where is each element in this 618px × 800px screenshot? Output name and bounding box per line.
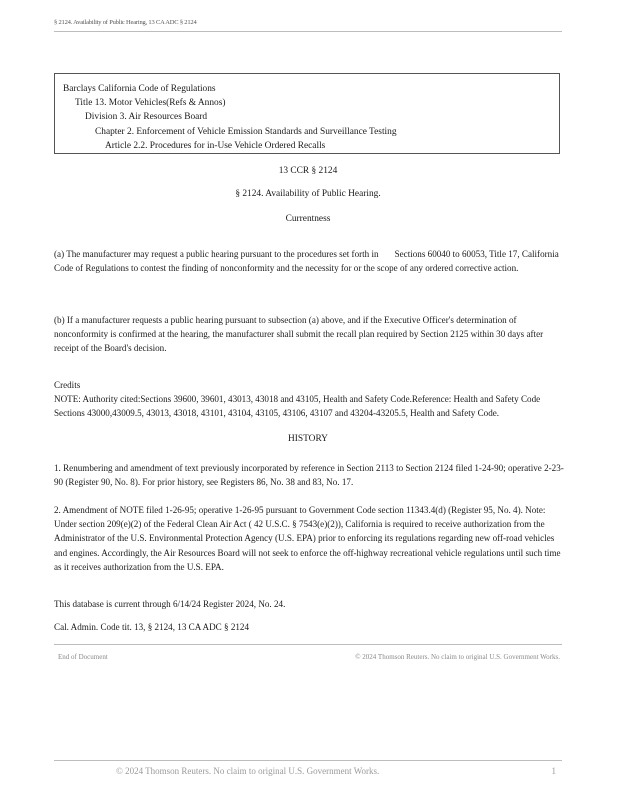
paragraph-b: (b) If a manufacturer requests a public hearing pursuant to subsection (a) above, and if the Executive Officer's determination of nonconformity is confirmed at the hearing, the manufacturer shall submit the recall plan required by Section 2125 within 30 days after receipt of the Board's decision.	[54, 315, 544, 354]
hierarchy-article[interactable]: Article 2.2. Procedures for in-Use Vehicle Ordered Recalls	[105, 140, 326, 151]
history-item-2: 2. Amendment of NOTE filed 1-26-95; operative 1-26-95 pursuant to Government Code section 11343.4(d) (Register 95, No. 4). Note: Under section 209(e)(2) of the Federal Clean Air Act ( 42 U.S.C. § 7543(e)(2)), California is required to receive authorization from the Administrator of the U.S. Environmental Protection Agency (U.S. EPA) prior to enforcing its regulations regarding new off-road vehicles and engines. Accordingly, the Air Resources Board will not seek to enforce the off-highway recreational vehicle regulations until such time as it receives authorization from the U.S. EPA.	[54, 505, 561, 572]
copyright-notice: © 2024 Thomson Reuters. No claim to original U.S. Government Works.	[355, 653, 560, 661]
sections-60040-link[interactable]: Sections 60040 to 60053, Title 17, California Code of Regulations	[54, 249, 559, 274]
hierarchy-division[interactable]: Division 3. Air Resources Board	[85, 112, 208, 123]
citation: 13 CCR § 2124	[278, 166, 338, 176]
database-current: This database is current through 6/14/24 Register 2024, No. 24.	[54, 599, 286, 609]
currentness-link[interactable]: Currentness	[285, 214, 331, 224]
end-of-document-bar	[54, 644, 562, 661]
section-title: § 2124. Availability of Public Hearing.	[235, 189, 381, 199]
end-of-document: End of Document	[58, 653, 108, 661]
paragraph-a	[54, 247, 569, 275]
hierarchy-chapter[interactable]: Chapter 2. Enforcement of Vehicle Emission Standards and Surveillance Testing	[95, 126, 397, 137]
hierarchy-box	[54, 73, 560, 154]
history-item-1: 1. Renumbering and amendment of text previously incorporated by reference in Section 2113 to Section 2124 filed 1-24-90; operative 2-23-90 (Register 90, No. 8). For prior history, see Registers 86, No. 38 and 83, No. 17.	[54, 463, 564, 488]
credits-heading: Credits	[54, 380, 81, 390]
hierarchy-publication[interactable]: Barclays California Code of Regulations	[63, 84, 216, 94]
credits-note: NOTE: Authority cited:Sections 39600, 39601, 43013, 43018 and 43105, Health and Safety Code.Reference: Health and Safety Code Sections 43000,43009.5, 43013, 43018, 43101, 43104, 43105, 43106, 43107 and 43204-43205.5, Health and Safety Code.	[54, 394, 541, 419]
running-head: § 2124. Availability of Public Hearing, 13 CA ADC § 2124	[54, 19, 562, 32]
footer-copyright: © 2024 Thomson Reuters. No claim to original U.S. Government Works.	[116, 766, 380, 776]
paragraph-a-prefix: (a) The manufacturer may request a public hearing pursuant to the procedures set forth in	[54, 249, 379, 259]
cal-admin-code: Cal. Admin. Code tit. 13, § 2124, 13 CA ADC § 2124	[54, 622, 250, 632]
history-heading: HISTORY	[288, 434, 328, 444]
page-number: 1	[551, 766, 556, 776]
hierarchy-title[interactable]: Title 13. Motor Vehicles(Refs & Annos)	[75, 98, 226, 109]
page-footer	[54, 760, 562, 776]
paragraph-a-suffix: to contest the finding of nonconformity and the necessity for or the scope of any ordered corrective action.	[128, 263, 519, 274]
